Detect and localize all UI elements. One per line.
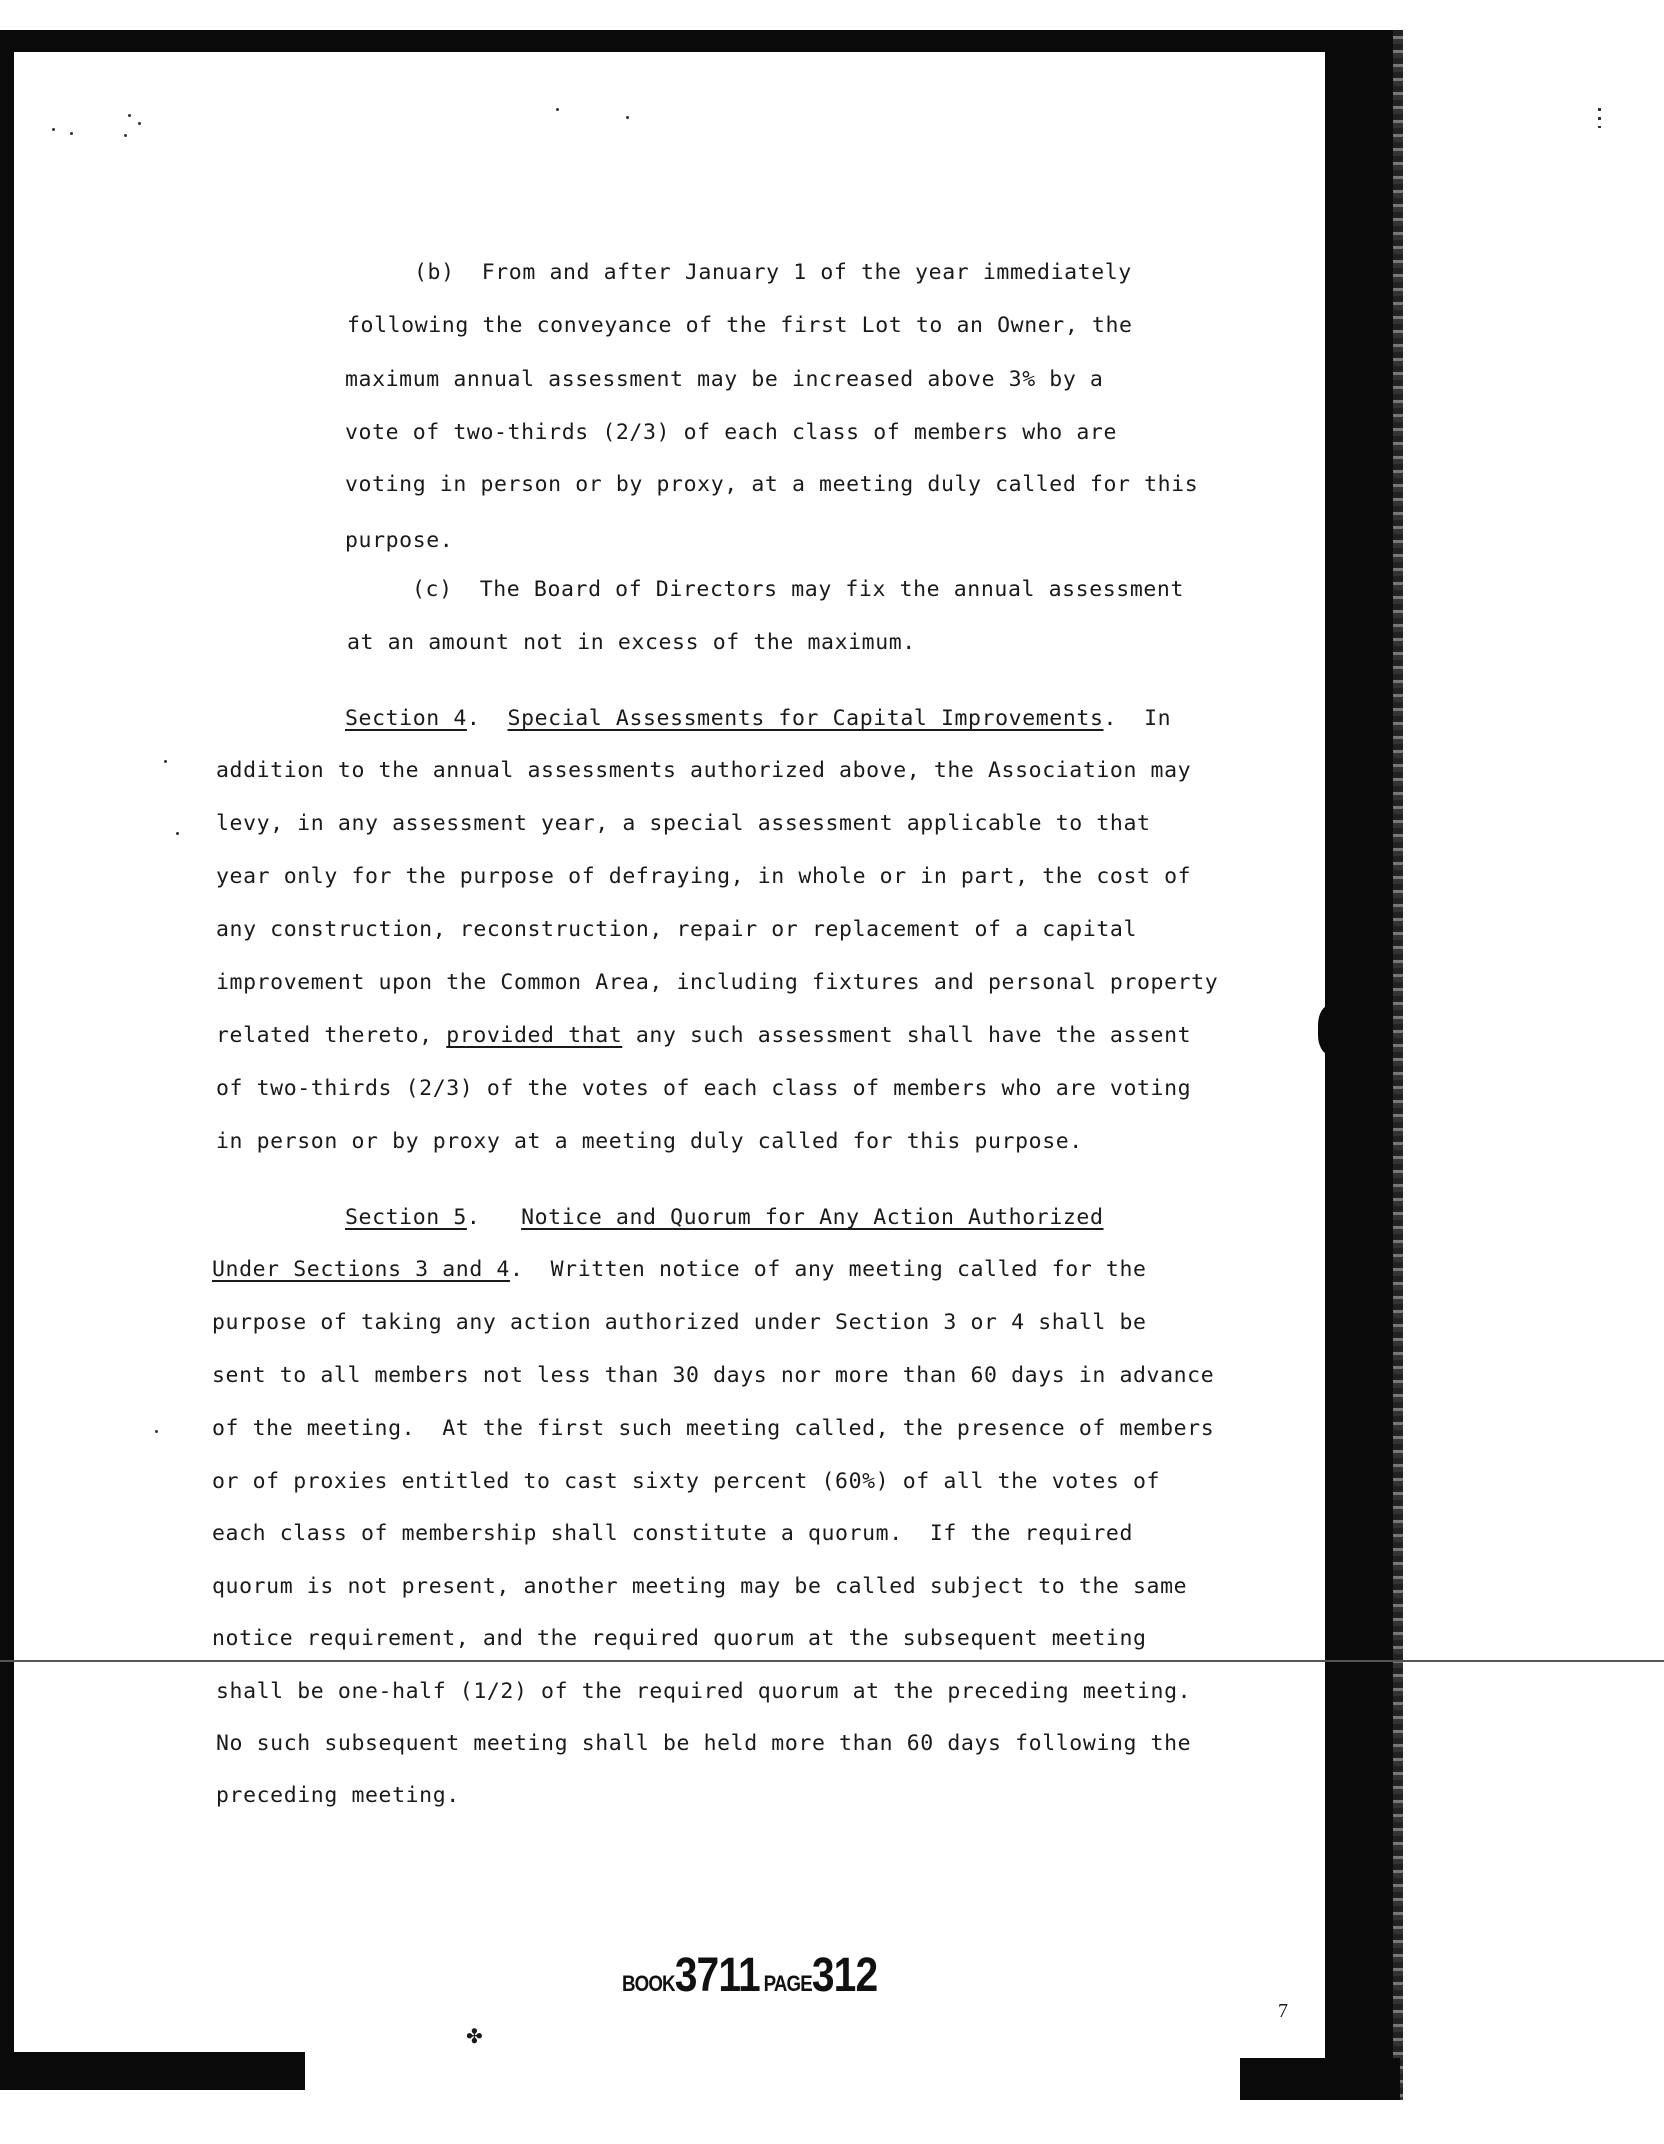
- scan-tick-marks: [1598, 108, 1601, 128]
- section-4-heading: Section 4. Special Assessments for Capital Improvements. In: [345, 706, 1172, 731]
- text-line: any construction, reconstruction, repair or replacement of a capital: [216, 917, 1137, 942]
- text-line: of the meeting. At the first such meeting called, the presence of members: [212, 1416, 1215, 1441]
- section-4-label: Section 4: [345, 706, 467, 731]
- scan-speck: [155, 1430, 158, 1433]
- page-marker: 7: [1278, 2000, 1288, 2022]
- scan-speck: [128, 114, 131, 117]
- section-4-heading-tail: In: [1117, 706, 1172, 731]
- text-line: No such subsequent meeting shall be held more than 60 days following the: [216, 1731, 1192, 1756]
- scan-border-top: [0, 30, 1400, 52]
- section-5-label: Section 5: [345, 1205, 467, 1230]
- text-line: notice requirement, and the required quorum at the subsequent meeting: [212, 1626, 1147, 1651]
- scan-border-right-edge: [1393, 30, 1403, 2100]
- book-page-stamp: [622, 1948, 877, 2003]
- text-line: or of proxies entitled to cast sixty percent (60%) of all the votes of: [212, 1469, 1161, 1494]
- text-line: voting in person or by proxy, at a meeting duly called for this: [345, 472, 1199, 497]
- text-line: of two-thirds (2/3) of the votes of each class of members who are voting: [216, 1076, 1192, 1101]
- scan-border-bottom-left: [0, 2052, 305, 2090]
- scan-speck: [124, 134, 127, 137]
- text-line: year only for the purpose of defraying, in whole or in part, the cost of: [216, 864, 1192, 889]
- text-line: shall be one-half (1/2) of the required quorum at the preceding meeting.: [216, 1679, 1192, 1704]
- text-line: purpose of taking any action authorized under Section 3 or 4 shall be: [212, 1310, 1147, 1335]
- scan-speck: [70, 132, 73, 135]
- section-5-title-1: Notice and Quorum for Any Action Authorized: [521, 1205, 1104, 1230]
- stamp-glyph: ✤: [466, 2024, 483, 2048]
- text-line: improvement upon the Common Area, including fixtures and personal property: [216, 970, 1219, 995]
- text-line: following the conveyance of the first Lot to an Owner, the: [347, 313, 1133, 338]
- section-4-title: Special Assessments for Capital Improvements: [507, 706, 1104, 731]
- text-line: maximum annual assessment may be increased above 3% by a: [345, 367, 1104, 392]
- text-line: (b) From and after January 1 of the year immediately: [414, 260, 1132, 285]
- text-segment: Written notice of any meeting called for the: [523, 1257, 1147, 1282]
- scan-speck: [138, 122, 141, 125]
- book-label: BOOK: [622, 1971, 675, 1996]
- text-line: in person or by proxy at a meeting duly called for this purpose.: [216, 1129, 1083, 1154]
- text-line: vote of two-thirds (2/3) of each class of members who are: [345, 420, 1118, 445]
- text-line: (c) The Board of Directors may fix the annual assessment: [412, 577, 1185, 602]
- text-segment: any such assessment shall have the assent: [622, 1023, 1192, 1048]
- scan-speck: [164, 760, 167, 763]
- scan-horizontal-line: [0, 1660, 1664, 1662]
- scan-border-right: [1325, 30, 1393, 2100]
- section-5-heading: Section 5. Notice and Quorum for Any Action Authorized: [345, 1205, 1104, 1230]
- text-line: purpose.: [345, 528, 454, 553]
- page-number: 312: [811, 1949, 878, 2002]
- text-line: at an amount not in excess of the maximum.: [347, 630, 916, 655]
- scan-speck: [176, 832, 179, 835]
- text-line: [216, 1023, 1191, 1049]
- page-label: PAGE: [763, 1971, 812, 1996]
- text-line: each class of membership shall constitute a quorum. If the required: [212, 1521, 1133, 1546]
- text-line: sent to all members not less than 30 days nor more than 60 days in advance: [212, 1363, 1215, 1388]
- book-number: 3711: [674, 1949, 760, 2002]
- scan-border-left: [0, 30, 14, 2080]
- text-line: addition to the annual assessments authorized above, the Association may: [216, 758, 1192, 783]
- scan-border-notch: [1318, 1005, 1348, 1055]
- text-line: Under Sections 3 and 4. Written notice of any meeting called for the: [212, 1257, 1147, 1282]
- scan-speck: [556, 108, 559, 111]
- scan-speck: [52, 128, 55, 131]
- proviso-underlined: provided that: [446, 1023, 623, 1048]
- text-segment: related thereto,: [216, 1023, 447, 1048]
- text-line: preceding meeting.: [216, 1783, 460, 1808]
- scan-speck: [626, 116, 629, 119]
- text-line: quorum is not present, another meeting may be called subject to the same: [212, 1574, 1188, 1599]
- scan-border-bottom-right: [1240, 2058, 1400, 2100]
- text-line: levy, in any assessment year, a special assessment applicable to that: [216, 811, 1151, 836]
- section-5-title-2: Under Sections 3 and 4: [212, 1257, 510, 1282]
